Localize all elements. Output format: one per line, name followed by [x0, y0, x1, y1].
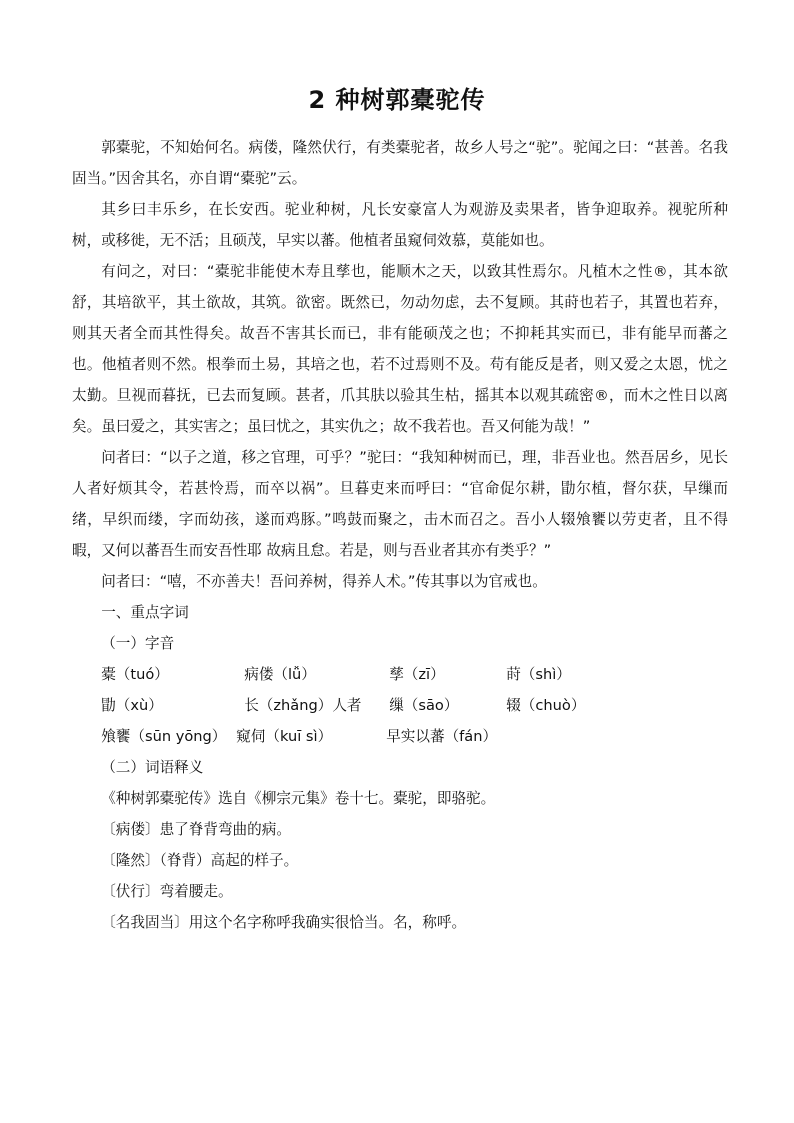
section-heading-key-words: 一、重点字词	[101, 604, 189, 621]
paragraph-1: 郭橐驼，不知始何名。病偻，隆然伏行，有类橐驼者，故乡人号之“驼”。驼闻之曰：“甚善。名我固当。”因舍其名，亦自谓“橐驼”云。	[72, 139, 728, 187]
definition-item: 〔伏行〕弯着腰走。	[101, 883, 233, 900]
pronunciation-item: 长（zhǎng）人者	[244, 697, 362, 714]
pronunciation-item: 橐（tuó）	[101, 666, 169, 683]
definition-item: 《种树郭橐驼传》选自《柳宗元集》卷十七。橐驼，即骆驼。	[101, 790, 496, 807]
paragraph-4: 问者曰：“以子之道，移之官理，可乎？”驼曰：“我知种树而已，理，非吾业也。然吾居乡，见长人者好烦其令，若甚怜焉，而卒以祸”。旦暮吏来而呼曰：“官命促尔耕，勖尔植，督尔获，早缫而绪，早织而缕，字而幼孩，遂而鸡豚。”鸣鼓而聚之，击木而召之。吾小人辍飧饔以劳吏者，且不得暇，又何以蕃吾生而安吾性耶 故病且怠。若是，则与吾业者其亦有类乎？”	[72, 449, 728, 559]
pronunciation-item: 窥伺（kuī sì）	[236, 728, 333, 745]
pronunciation-item: 飧饔（sūn yōng）	[101, 728, 227, 745]
definition-item: 〔名我固当〕用这个名字称呼我确实很恰当。名，称呼。	[101, 914, 467, 931]
paragraph-3: 有问之，对曰：“橐驼非能使木寿且孳也，能顺木之天，以致其性焉尔。凡植木之性®，其本欲舒，其培欲平，其土欲故，其筑。欲密。既然已，勿动勿虑，去不复顾。其莳也若子，其置也若弃，则其天者全而其性得矣。故吾不害其长而已，非有能硕茂之也；不抑耗其实而已，非有能早而蕃之也。他植者则不然。根拳而土易，其培之也，若不过焉则不及。苟有能反是者，则又爱之太恩，忧之太勤。旦视而暮抚，已去而复顾。甚者，爪其肤以验其生枯，摇其本以观其疏密®，而木之性日以离矣。虽曰爱之，其实害之；虽曰忧之，其实仇之；故不我若也。吾又何能为哉！”	[72, 263, 728, 435]
definition-item: 〔病偻〕患了脊背弯曲的病。	[101, 821, 291, 838]
paragraph-5: 问者曰：“嘻，不亦善夫！吾问养树，得养人术。”传其事以为官戒也。	[101, 573, 547, 590]
pronunciation-item: 勖（xù）	[101, 697, 163, 714]
paragraph-2: 其乡曰丰乐乡，在长安西。驼业种树，凡长安豪富人为观游及卖果者，皆争迎取养。视驼所种树，或移徙，无不活；且硕茂，早实以蕃。他植者虽窥伺效慕，莫能如也。	[72, 201, 728, 249]
document-title: 2 种树郭橐驼传	[308, 86, 486, 114]
subheading-definitions: （二）词语释义	[101, 759, 204, 776]
pronunciation-row-2	[72, 690, 728, 721]
pronunciation-item: 病偻（lǚ）	[244, 666, 316, 683]
pronunciation-row-3	[72, 721, 728, 752]
definition-item: 〔隆然〕（脊背）高起的样子。	[101, 852, 299, 869]
pronunciation-item: 孳（zī）	[389, 666, 445, 683]
pronunciation-item: 莳（shì）	[506, 666, 571, 683]
pronunciation-row-1	[72, 659, 728, 690]
pronunciation-item: 缫（sāo）	[389, 697, 459, 714]
pronunciation-item: 辍（chuò）	[506, 697, 586, 714]
subheading-pronunciation: （一）字音	[101, 635, 175, 652]
document-body	[72, 132, 728, 938]
pronunciation-item: 早实以蕃（fán）	[386, 728, 498, 745]
